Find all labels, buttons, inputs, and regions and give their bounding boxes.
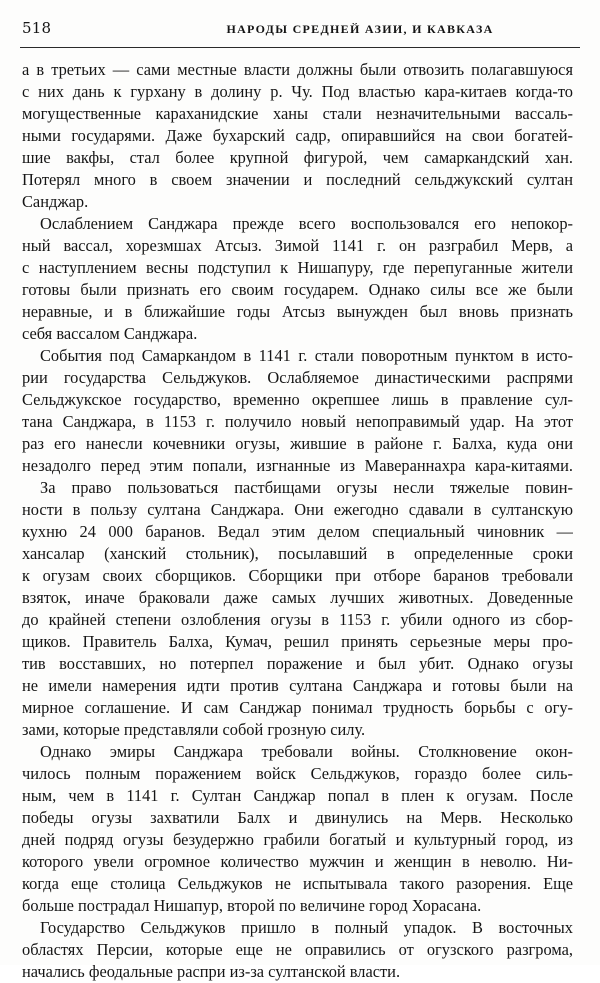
text-line: Санджар. (22, 192, 89, 211)
text-line: тив восставших, но потерпел поражение и был убит. Однако огузы (22, 654, 573, 673)
text-line: раз его нанесли кочевники огузы, жившие в районе г. Балха, куда они (22, 434, 573, 453)
text-line: с них дань к гурхану в долину р. Чу. Под властью кара-китаев когда-то (22, 82, 573, 101)
text-line: События под Самаркандом в 1141 г. стали поворотным пунктом в исто- (40, 346, 573, 365)
text-line: зами, которые представляли собой грозную силу. (22, 720, 366, 739)
text-line: не имели намерения идти против султана Санджара и готовы были на (22, 676, 573, 695)
page-number: 518 (22, 19, 52, 37)
text-line: Государство Сельджуков пришло в полный упадок. В восточных (40, 918, 573, 937)
text-line: дней подряд огузы безудержно грабили богатый и культурный город, из (22, 830, 573, 849)
text-line: начались феодальные распри из-за султанской власти. (22, 962, 401, 981)
text-line: больше пострадал Нишапур, второй по величине город Хорасана. (22, 896, 482, 915)
text-line: к огузам своих сборщиков. Сборщики при отборе баранов требовали (22, 566, 573, 585)
text-line: кухню 24 000 баранов. Ведал этим делом специальный чиновник — (22, 522, 573, 541)
text-line: чилось полным поражением войск Сельджуков, гораздо более силь- (22, 764, 573, 783)
text-line: а в третьих — сами местные власти должны были отвозить полагавшуюся (22, 60, 573, 79)
text-line: Однако эмиры Санджара требовали войны. Столкновение окон- (40, 742, 573, 761)
text-line: Ослаблением Санджара прежде всего воспользовался его непокор- (40, 214, 573, 233)
text-line: себя вассалом Санджара. (22, 324, 198, 343)
text-line: до крайней степени озлобления огузы в 1153 г. убили одного из сбор- (22, 610, 573, 629)
text-line: ный вассал, хорезмшах Атсыз. Зимой 1141 г. он разграбил Мерв, а (22, 236, 573, 255)
text-body (22, 59, 573, 983)
text-line: взяток, иначе браковали даже самых лучших животных. Доведенные (22, 588, 573, 607)
text-line: ным, чем в 1141 г. Султан Санджар попал в плен к огузам. После (22, 786, 573, 805)
text-line: готовы были признать его своим государем. Однако силы все же были (22, 280, 573, 299)
text-line: хансалар (ханский стольник), посылавший в определенные сроки (22, 544, 573, 563)
text-line: победы огузы захватили Балх и двинулись на Мерв. Несколько (22, 808, 573, 827)
text-line: ности в пользу султана Санджара. Они ежегодно сдавали в султанскую (22, 500, 573, 519)
text-line: могущественные караханидские ханы стали незначительными вассаль- (22, 104, 573, 123)
text-line: мирное соглашение. И сам Санджар понимал трудность борьбы с огу- (22, 698, 573, 717)
text-line: незадолго перед этим попали, изгнанные из Мавераннахра кара-китаями. (22, 456, 573, 475)
running-title: НАРОДЫ СРЕДНЕЙ АЗИИ, И КАВКАЗА (226, 22, 494, 36)
text-line: когда еще столица Сельджуков не испытывала такого разорения. Еще (22, 874, 573, 893)
text-line: тана Санджара, в 1153 г. получило новый непоправимый удар. На этот (22, 412, 573, 431)
text-line: Потерял много в своем значении и последний сельджукский султан (22, 170, 573, 189)
header-rule (20, 47, 580, 48)
text-line: За право пользоваться пастбищами огузы несли тяжелые повин- (40, 478, 573, 497)
text-line: щиков. Правитель Балха, Кумач, решил принять серьезные меры про- (22, 632, 573, 651)
text-line: рии государства Сельджуков. Ослабляемое династическими распрями (22, 368, 573, 387)
text-line: Сельджукское государство, временно окрепшее лишь в правление сул- (22, 390, 573, 409)
text-line: неравные, и в ближайшие годы Атсыз вынужден был вновь признать (22, 302, 573, 321)
text-line: которого увели огромное количество мужчин и женщин в неволю. Ни- (22, 852, 573, 871)
text-line: областях Персии, которые еще не оправились от огузского разгрома, (22, 940, 573, 959)
text-line: ными государями. Даже бухарский садр, опиравшийся на свои богатей- (22, 126, 573, 145)
page-header (22, 18, 578, 42)
text-line: шие вакфы, стал более крупной фигурой, чем самаркандский хан. (22, 148, 573, 167)
text-line: с наступлением весны подступил к Нишапуру, где перепуганные жители (22, 258, 573, 277)
